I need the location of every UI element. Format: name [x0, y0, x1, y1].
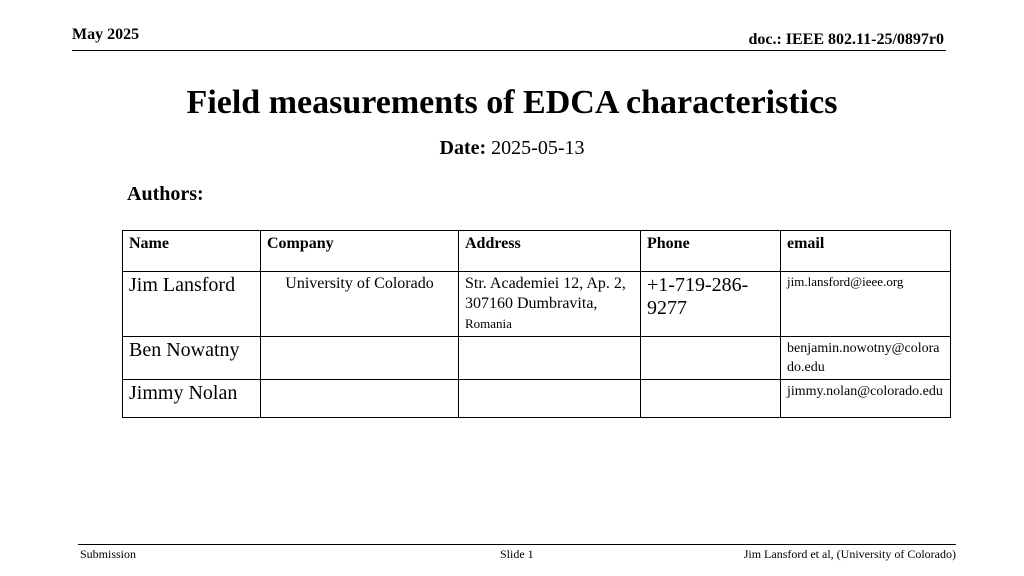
address-country: Romania — [465, 316, 512, 331]
author-phone — [641, 380, 781, 418]
author-company — [261, 380, 459, 418]
header-date: May 2025 — [72, 26, 140, 43]
table-row — [123, 337, 951, 380]
author-company — [261, 337, 459, 380]
author-phone — [641, 337, 781, 380]
author-name: Ben Nowatny — [123, 337, 261, 380]
authors-heading: Authors: — [127, 183, 204, 205]
table-row — [123, 272, 951, 337]
table-row — [123, 380, 951, 418]
table-header-row — [123, 231, 951, 272]
col-header-name: Name — [123, 231, 261, 272]
header-rule — [72, 50, 946, 51]
footer-submission: Submission — [80, 547, 137, 561]
author-email: benjamin.nowotny@colorado.edu — [781, 337, 951, 380]
col-header-company: Company — [261, 231, 459, 272]
author-email: jim.lansford@ieee.org — [781, 272, 951, 337]
author-company: University of Colorado — [261, 272, 459, 337]
author-name: Jimmy Nolan — [123, 380, 261, 418]
authors-table — [122, 230, 951, 418]
date-line — [0, 137, 1024, 160]
col-header-phone: Phone — [641, 231, 781, 272]
author-address — [459, 337, 641, 380]
author-name: Jim Lansford — [123, 272, 261, 337]
date-value: 2025-05-13 — [491, 137, 585, 159]
footer-authors: Jim Lansford et al, (University of Colorado) — [743, 547, 956, 561]
col-header-address: Address — [459, 231, 641, 272]
date-label: Date: — [439, 137, 487, 159]
header-doc-id: doc.: IEEE 802.11-25/0897r0 — [748, 31, 944, 48]
col-header-email: email — [781, 231, 951, 272]
footer-rule — [78, 544, 956, 545]
slide-title: Field measurements of EDCA characteristics — [186, 84, 838, 121]
author-email: jimmy.nolan@colorado.edu — [781, 380, 951, 418]
author-address — [459, 380, 641, 418]
author-address — [459, 272, 641, 337]
address-main: Str. Academiei 12, Ap. 2, 307160 Dumbravita, — [465, 275, 626, 312]
footer-slide-number: Slide 1 — [500, 547, 534, 561]
author-phone: +1-719-286-9277 — [641, 272, 781, 337]
